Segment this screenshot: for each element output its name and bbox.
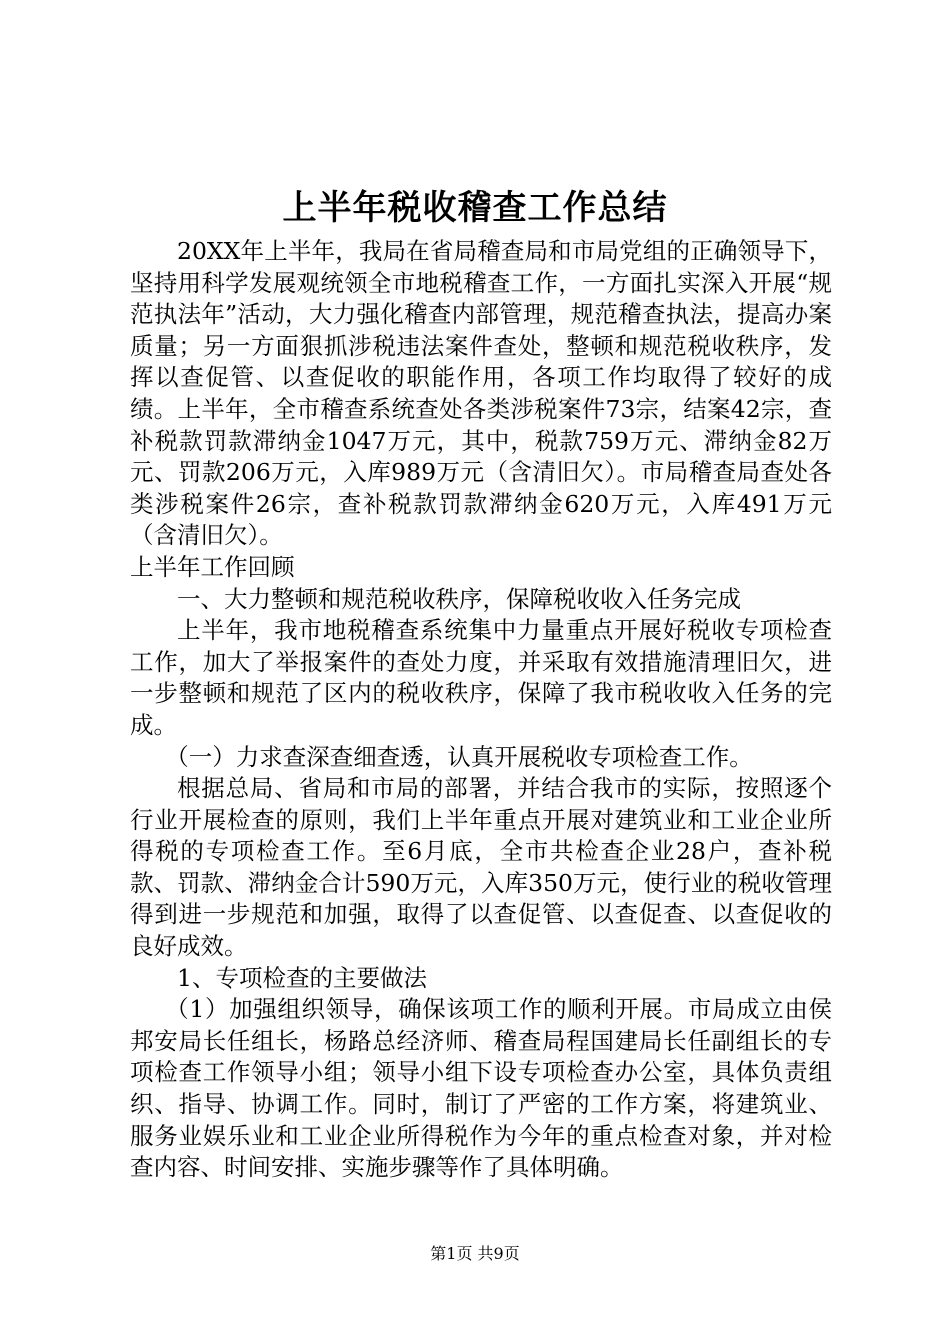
heading-subsection-1: （一）力求查深查细查透，认真开展税收专项检查工作。 — [165, 742, 753, 771]
paragraph-intro: 20XX年上半年，我局在省局稽查局和市局党组的正确领导下，坚持用科学发展观统领全市地税稽查工作，一方面扎实深入开展“规范执法年”活动，大力强化稽查内部管理，规范稽查执法，提高办案质量；另一方面狠抓涉税违法案件查处，整顿和规范税收秩序，发挥以查促管、以查促收的职能作用，各项工作均取得了较好的成绩。上半年，全市稽查系统查处各类涉税案件73宗，结案42宗，查补税款罚款滞纳金1047万元，其中，税款759万元、滞纳金82万元、罚款206万元，入库989万元（含清旧欠）。市局稽查局查处各类涉税案件26宗，查补税款罚款滞纳金620万元，入库491万元（含清旧欠）。 — [130, 237, 832, 550]
paragraph-item-1-1: （1）加强组织领导，确保该项工作的顺利开展。市局成立由侯邦安局长任组长，杨路总经济师、稽查局程国建局长任副组长的专项检查工作领导小组；领导小组下设专项检查办公室，具体负责组织、指导、协调工作。同时，制订了严密的工作方案，将建筑业、服务业娱乐业和工业企业所得税作为今年的重点检查对象，并对检查内容、时间安排、实施步骤等作了具体明确。 — [130, 995, 832, 1182]
paragraph-subsection-1: 根据总局、省局和市局的部署，并结合我市的实际，按照逐个行业开展检查的原则，我们上半年重点开展对建筑业和工业企业所得税的专项检查工作。至6月底，全市共检查企业28户，查补税款、罚款、滞纳金合计590万元，入库350万元，使行业的税收管理得到进一步规范和加强，取得了以查促管、以查促查、以查促收的良好成效。 — [130, 774, 832, 961]
heading-section-1: 一、大力整顿和规范税收秩序，保障税收收入任务完成 — [177, 584, 741, 613]
document-body — [130, 236, 832, 1184]
heading-item-1: 1、专项检查的主要做法 — [177, 963, 427, 992]
document-title: 上半年税收稽查工作总结 — [282, 188, 668, 228]
heading-review: 上半年工作回顾 — [130, 552, 295, 581]
page-footer: 第1页 共9页 — [430, 1244, 520, 1263]
paragraph-section-1: 上半年，我市地税稽查系统集中力量重点开展好税收专项检查工作，加大了举报案件的查处力度，并采取有效措施清理旧欠，进一步整顿和规范了区内的税收秩序，保障了我市税收收入任务的完成。 — [130, 616, 832, 739]
